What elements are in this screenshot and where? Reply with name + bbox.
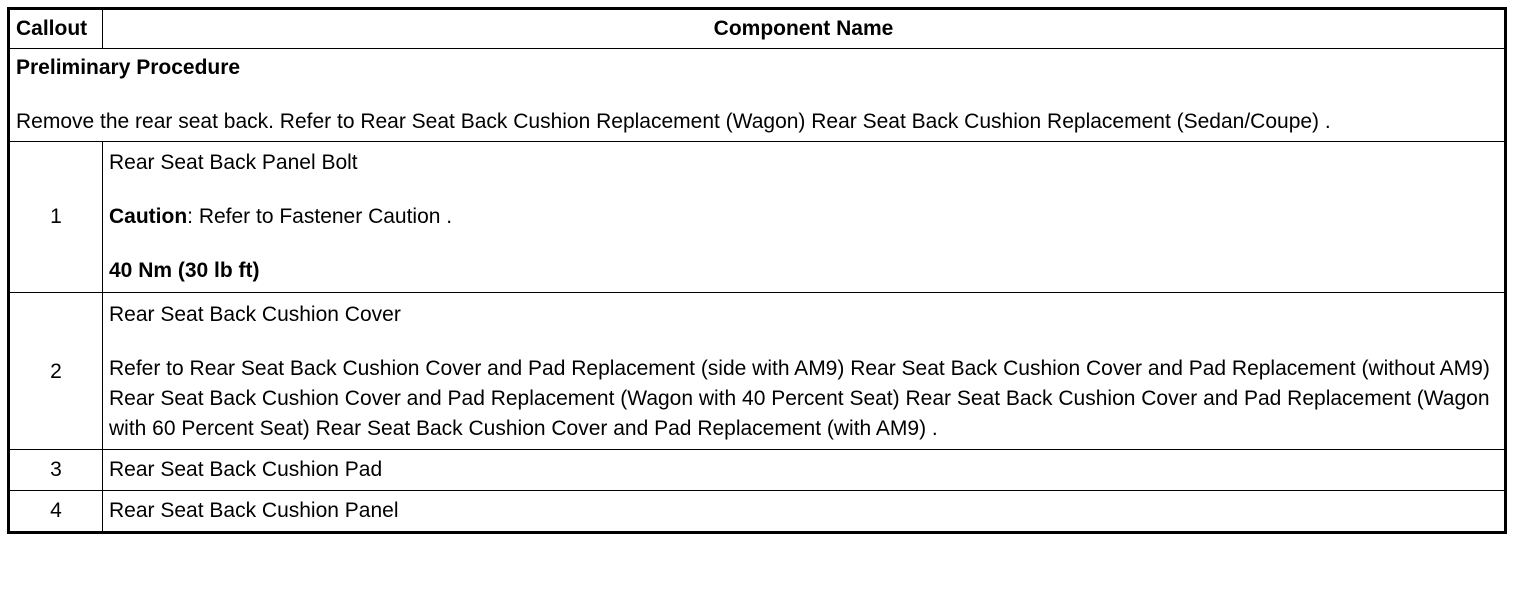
table-row — [9, 142, 1506, 293]
callout-number: 3 — [9, 450, 103, 491]
table-row — [9, 450, 1506, 491]
component-name: Rear Seat Back Cushion Panel — [103, 491, 1506, 533]
component-name: Rear Seat Back Cushion Pad — [103, 450, 1506, 491]
preliminary-heading: Preliminary Procedure — [16, 56, 241, 79]
caution-text: : Refer to Fastener Caution . — [187, 205, 453, 228]
component-cell — [103, 293, 1506, 450]
component-note: Refer to Rear Seat Back Cushion Cover and Pad Replacement (side with AM9) Rear Seat Back Cushion Cover and Pad Replacement (without AM9) Rear Seat Back Cushion Cover and Pad Replacement (Wagon with 40 Percent Seat) Rear Seat Back Cushion Cover and Pad Replacement (Wagon with 60 Percent Seat) Rear Seat Back Cushion Cover and Pad Replacement (with AM9) . — [109, 357, 1490, 440]
component-name-header: Component Name — [103, 9, 1506, 49]
component-name: Rear Seat Back Panel Bolt — [109, 151, 358, 174]
header-row — [9, 9, 1506, 49]
caution-line — [109, 202, 1498, 232]
callout-header: Callout — [9, 9, 103, 49]
callout-number: 1 — [9, 142, 103, 293]
table-row — [9, 293, 1506, 450]
preliminary-row — [9, 49, 1506, 142]
components-table — [7, 7, 1507, 534]
callout-number: 2 — [9, 293, 103, 450]
component-cell — [103, 142, 1506, 293]
table-row — [9, 491, 1506, 533]
preliminary-text: Remove the rear seat back. Refer to Rear Seat Back Cushion Replacement (Wagon) Rear Seat Back Cushion Replacement (Sedan/Coupe) . — [16, 110, 1331, 133]
torque-spec: 40 Nm (30 lb ft) — [109, 259, 260, 282]
component-name: Rear Seat Back Cushion Cover — [109, 303, 401, 326]
callout-number: 4 — [9, 491, 103, 533]
caution-label: Caution — [109, 205, 188, 228]
preliminary-cell — [9, 49, 1506, 142]
